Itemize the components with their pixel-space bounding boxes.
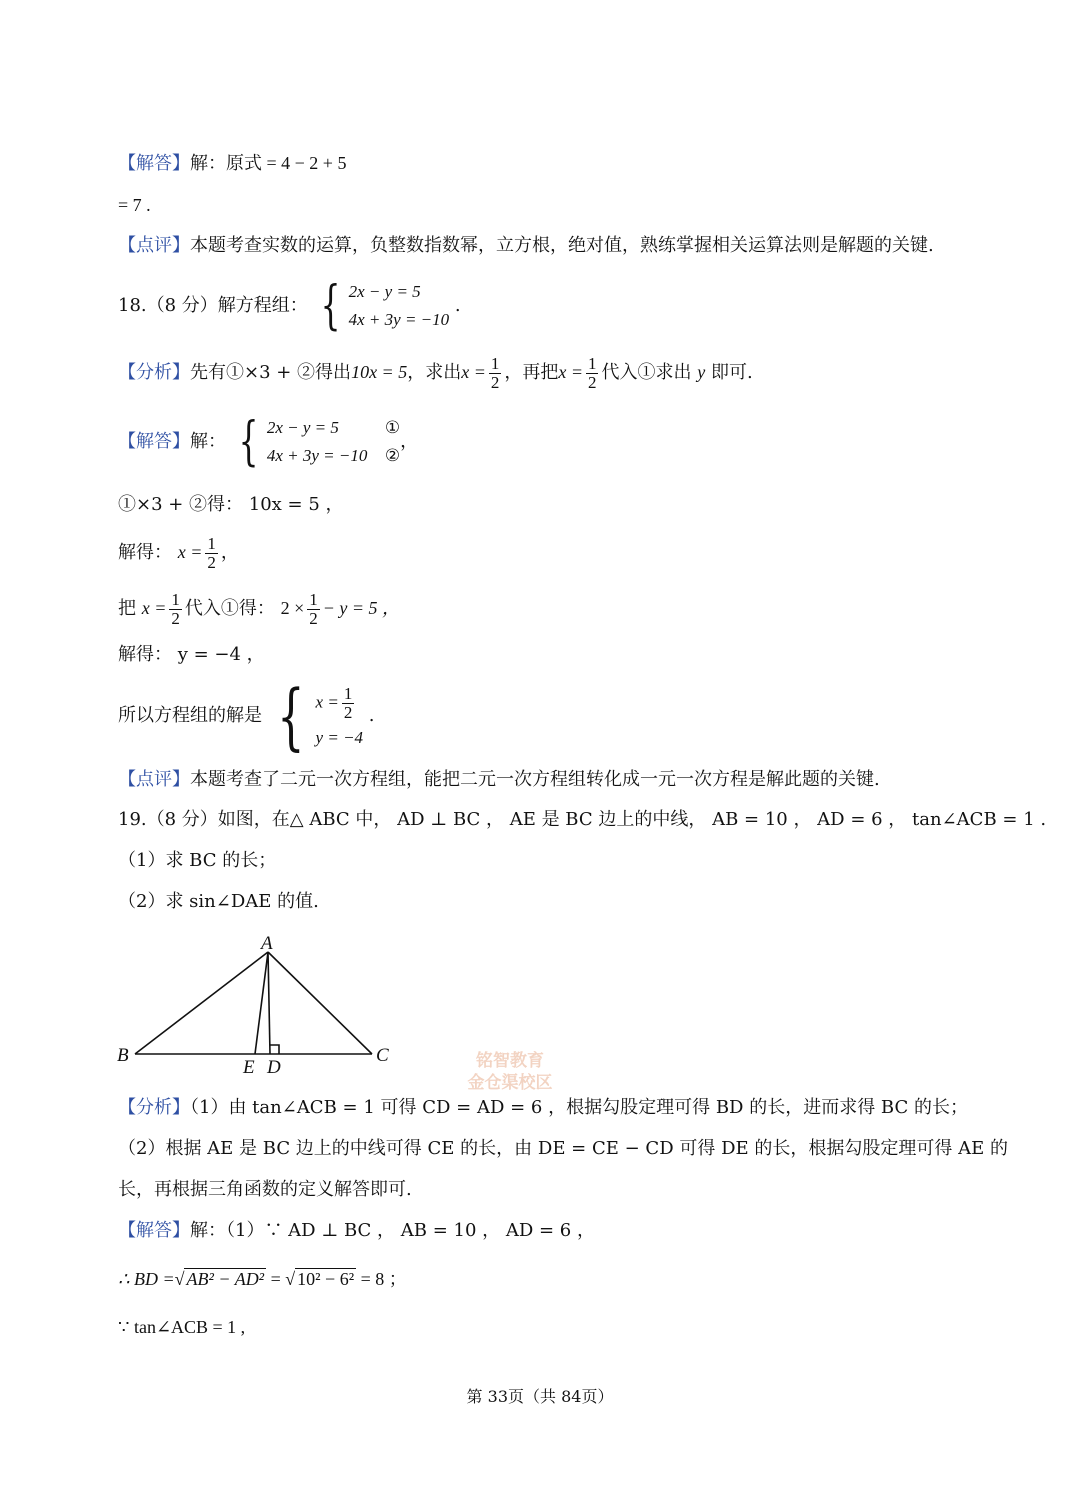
analysis-tag: 【分析】 [118,1097,190,1118]
label-a: A [261,933,273,954]
fraction-numerator: 1 [343,683,353,703]
analysis-math: 10x = 5 [351,362,408,382]
analysis-text: ，求出 [407,362,462,383]
fraction [205,535,218,572]
answer-text: 解：原式 = 4 − 2 + 5 [190,153,347,173]
fraction [169,591,182,628]
analysis-text: （1）由 tan∠ACB = 1 可得 CD = AD = 6 ，根据勾股定理可得 BD 的长，进而求得 BC 的长； [190,1097,968,1118]
q18-step2 [118,530,239,575]
answer-math: = [270,1269,281,1289]
analysis-math: y [697,362,706,382]
q19-answer-1 [118,1218,595,1244]
q18-stem [118,278,461,334]
answer-tag: 【解答】 [118,1220,190,1241]
fraction-denominator: 2 [587,372,597,392]
radicand: 10² − 6² [297,1269,355,1289]
analysis-tag: 【分析】 [118,362,190,383]
comment-tag: 【点评】 [118,235,190,256]
system-row-2: 4x + 3y = −10 [348,310,450,329]
fraction [586,355,599,392]
analysis-text: ，再把 [504,362,559,383]
page-footer: 第 33页（共 84页） [466,1387,614,1406]
fraction-numerator: 1 [171,589,180,609]
fraction [489,355,502,392]
step-text: 解得： [118,542,172,563]
answer-tag: 【解答】 [118,153,190,174]
fraction-denominator: 2 [490,372,500,392]
analysis-math: x = [558,362,583,382]
prev-comment [118,233,934,259]
q18-step4: 解得： y = −4 ， [118,644,265,665]
q18-comment [118,767,880,793]
prev-answer-line1 [118,150,346,177]
step-math: x = [177,542,203,562]
step-text: 把 [118,598,136,619]
q19-part1: （1）求 BC 的长； [118,850,277,871]
comment-text: 本题考查实数的运算，负整数指数幂，立方根，绝对值，熟练掌握相关运算法则是解题的关键. [190,235,934,256]
step-text: . [368,705,375,726]
segment-ab [135,952,268,1054]
analysis-text: 先有①×3 + ②得出 [190,362,352,383]
radicand: AB² − AD² [186,1269,265,1289]
q18-answer-system [118,414,418,470]
analysis-math: x = [461,362,486,382]
q18-analysis [118,352,753,393]
sqrt-icon: √ [285,1269,296,1289]
solution-system [268,674,364,758]
solution-row-1: x = [315,691,339,711]
comment-text: 本题考查了二元一次方程组，能把二元一次方程组转化成一元一次方程是解此题的关键. [190,769,880,790]
equation-mark: ① [384,418,401,438]
answer-math: = 8 ； [360,1269,407,1289]
system-row-1: 2x − y = 5 [266,418,339,437]
segment-ae [255,952,268,1054]
fraction-denominator: 2 [171,608,180,628]
q19-analysis-3: 长，再根据三角函数的定义解答即可. [118,1179,412,1200]
brace-icon: { [276,674,305,758]
step-math: 2 × [280,598,305,618]
watermark-line: 铭智教育 [476,1051,544,1071]
fraction-numerator: 1 [207,533,216,553]
brace-icon: { [238,412,259,472]
q18-step1: ①×3 + ②得： 10x = 5 ， [118,494,344,515]
fraction [342,685,355,722]
fraction-numerator: 1 [587,353,597,373]
analysis-text: 代入①求出 [601,362,692,383]
answer-tag: 【解答】 [118,431,190,452]
q19-analysis-2: （2）根据 AE 是 BC 边上的中线可得 CE 的长，由 DE = CE − CD 可得 DE 的长，根据勾股定理可得 AE 的 [118,1138,1008,1159]
segment-ac [268,952,372,1054]
equation-mark: ② [384,446,401,466]
answer-text: 解：（1）∵ AD ⊥ BC ， AB = 10 ， AD = 6 ， [190,1220,595,1241]
fraction-denominator: 2 [309,608,318,628]
fraction-numerator: 1 [309,589,318,609]
q18-step3 [118,586,400,631]
analysis-text: 即可. [710,362,753,383]
fraction-numerator: 1 [490,353,500,373]
label-b: B [117,1045,129,1066]
q19-part2: （2）求 sin∠DAE 的值. [118,891,319,912]
step-math: − y = 5 ， [322,598,401,618]
answer-prefix: 解： [190,431,226,452]
answer-suffix: ， [400,431,419,452]
q18-stem-prefix: 18.（8 分）解方程组： [118,295,308,316]
sqrt-icon: √ [174,1269,185,1289]
right-angle-mark [270,1045,279,1054]
q18-stem-suffix: . [454,295,461,316]
step-text: 代入①得： [184,598,275,619]
brace-icon: { [320,276,341,336]
solution-row-2: y = −4 [315,727,364,747]
equation-system [232,414,400,470]
fraction-denominator: 2 [207,552,216,572]
segment-ad [268,952,270,1054]
step-text: ， [220,542,239,563]
q19-answer-2 [118,1266,407,1292]
triangle-figure [110,930,410,1080]
system-row-2: 4x + 3y = −10 [266,446,368,465]
equation-system [314,278,450,334]
q19-analysis-1 [118,1095,968,1121]
watermark-line: 金仓渠校区 [467,1073,553,1093]
watermark [430,1050,590,1094]
label-e: E [243,1057,255,1078]
q19-answer-3: ∵ tan∠ACB = 1 , [118,1317,246,1337]
step-math: x = [141,598,167,618]
answer-math: ∴ BD = [118,1269,175,1289]
system-row-1: 2x − y = 5 [348,282,421,301]
label-c: C [376,1045,389,1066]
q18-solution [118,674,375,758]
fraction-denominator: 2 [343,702,353,722]
label-d: D [267,1057,281,1078]
prev-answer-line2: = 7 . [118,195,151,215]
fraction [307,591,320,628]
step-text: 所以方程组的解是 [118,705,262,726]
comment-tag: 【点评】 [118,769,190,790]
q19-stem: 19.（8 分）如图，在△ ABC 中， AD ⊥ BC ， AE 是 BC 边上的中线， AB = 10 ， AD = 6 ， tan∠ACB = 1 . [118,809,1047,830]
